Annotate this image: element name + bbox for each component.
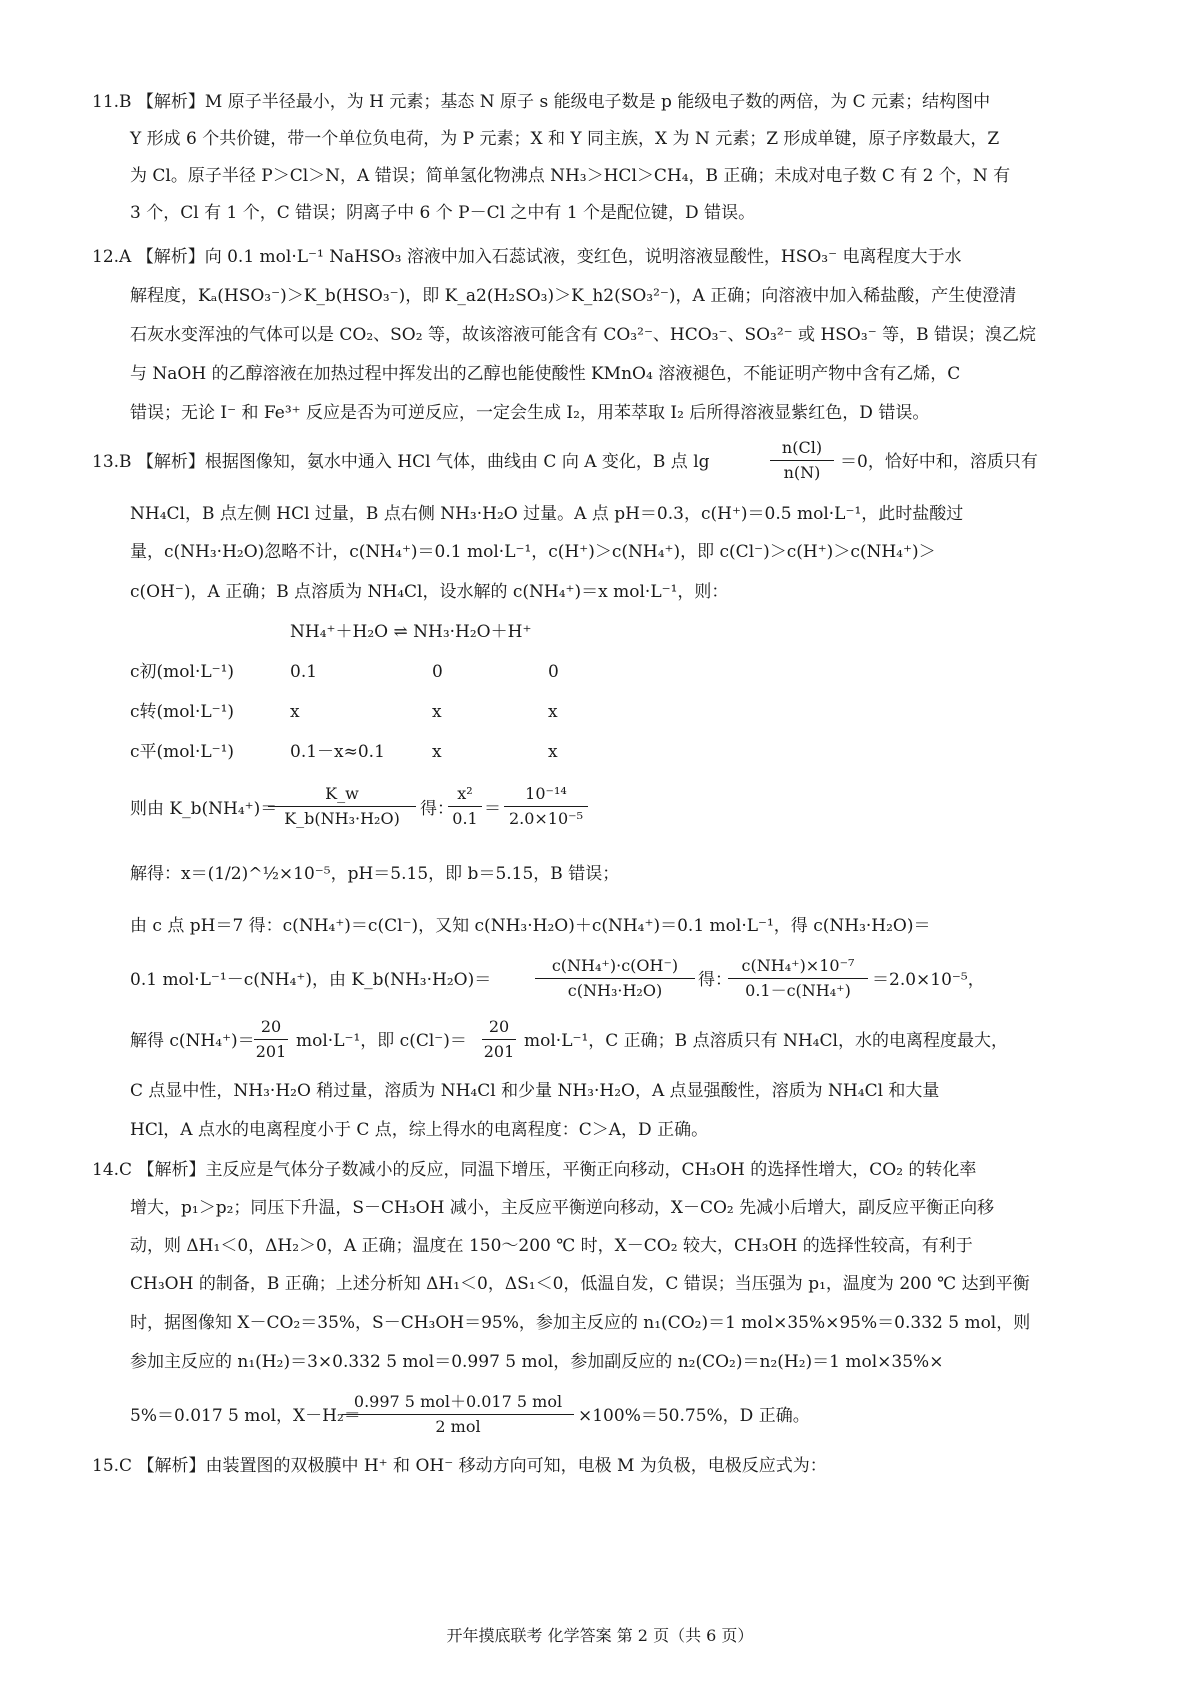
q13-fraction-x2 bbox=[448, 782, 482, 831]
fraction-numerator: K_w bbox=[268, 782, 416, 807]
q13-table-row-2-c2: x bbox=[432, 702, 442, 722]
q13-line-5a: 则由 K_b(NH₄⁺)＝ bbox=[130, 799, 278, 819]
q13-table-row-3-c3: x bbox=[548, 742, 558, 762]
q13-line-9c: mol·L⁻¹，C 正确；B 点溶质只有 NH₄Cl，水的电离程度最大， bbox=[524, 1031, 1008, 1051]
q13-fraction-kw bbox=[268, 782, 416, 831]
q13-line-6: 解得：x＝(1/2)^½×10⁻⁵，pH＝5.15，即 b＝5.15，B 错误； bbox=[130, 864, 620, 884]
q12-line-1: 12.A 【解析】向 0.1 mol·L⁻¹ NaHSO₃ 溶液中加入石蕊试液，变红色，说明溶液显酸性，HSO₃⁻ 电离程度大于水 bbox=[92, 247, 962, 267]
q13-table-row-3-label: c平(mol·L⁻¹) bbox=[130, 742, 235, 762]
q13-line-8a: 0.1 mol·L⁻¹－c(NH₄⁺)，由 K_b(NH₃·H₂O)＝ bbox=[130, 970, 492, 990]
fraction-denominator: 201 bbox=[483, 1042, 515, 1061]
q13-line-10: C 点显中性，NH₃·H₂O 稍过量，溶质为 NH₄Cl 和少量 NH₃·H₂O，A 点显强酸性，溶质为 NH₄Cl 和大量 bbox=[130, 1081, 940, 1101]
q13-line-5b: 得： bbox=[420, 799, 454, 819]
q11-line-3: 为 Cl。原子半径 P＞Cl＞N，A 错误；简单氢化物沸点 NH₃＞HCl＞CH₄，B 正确；未成对电子数 C 有 2 个，N 有 bbox=[130, 166, 1011, 186]
q13-line-9a: 解得 c(NH₄⁺)＝ bbox=[130, 1031, 255, 1051]
fraction-denominator: 0.1－c(NH₄⁺) bbox=[745, 981, 851, 1000]
q13-table-row-3-c2: x bbox=[432, 742, 442, 762]
q14-fraction-h2 bbox=[342, 1390, 574, 1439]
q13-table-row-2-c1: x bbox=[290, 702, 300, 722]
q11-line-1: 11.B 【解析】M 原子半径最小，为 H 元素；基态 N 原子 s 能级电子数是 p 能级电子数的两倍，为 C 元素；结构图中 bbox=[92, 92, 991, 112]
fraction-denominator: K_b(NH₃·H₂O) bbox=[284, 809, 400, 828]
fraction-numerator: 10⁻¹⁴ bbox=[504, 782, 588, 807]
q13-line-9b: mol·L⁻¹，即 c(Cl⁻)＝ bbox=[296, 1031, 467, 1051]
fraction-numerator: c(NH₄⁺)·c(OH⁻) bbox=[535, 954, 695, 979]
q13-fraction-20-201-a bbox=[254, 1015, 288, 1064]
q13-fraction-lg bbox=[770, 436, 834, 485]
q14-line-1: 14.C 【解析】主反应是气体分子数减小的反应，同温下增压，平衡正向移动，CH₃OH 的选择性增大，CO₂ 的转化率 bbox=[92, 1160, 977, 1180]
q12-line-3: 石灰水变浑浊的气体可以是 CO₂、SO₂ 等，故该溶液可能含有 CO₃²⁻、HCO₃⁻、SO₃²⁻ 或 HSO₃⁻ 等，B 错误；溴乙烷 bbox=[130, 325, 1036, 345]
q13-table-row-2-label: c转(mol·L⁻¹) bbox=[130, 702, 235, 722]
q13-line-1a: 13.B 【解析】根据图像知，氨水中通入 HCl 气体，曲线由 C 向 A 变化，B 点 lg bbox=[92, 452, 710, 472]
q14-line-2: 增大，p₁＞p₂；同压下升温，S－CH₃OH 减小，主反应平衡逆向移动，X－CO₂ 先减小后增大，副反应平衡正向移 bbox=[130, 1198, 995, 1218]
fraction-denominator: 2 mol bbox=[435, 1417, 481, 1436]
q13-table-row-1-c1: 0.1 bbox=[290, 662, 318, 682]
fraction-numerator: 20 bbox=[482, 1015, 516, 1040]
page-footer: 开年摸底联考 化学答案 第 2 页（共 6 页） bbox=[446, 1626, 754, 1645]
q13-line-8c: ＝2.0×10⁻⁵， bbox=[872, 970, 985, 990]
q13-table-row-2-c3: x bbox=[548, 702, 558, 722]
q13-line-8b: 得： bbox=[698, 970, 732, 990]
q13-fraction-20-201-b bbox=[482, 1015, 516, 1064]
q13-table-row-1-label: c初(mol·L⁻¹) bbox=[130, 662, 235, 682]
q13-table-row-1-c2: 0 bbox=[432, 662, 443, 682]
q14-line-7b: ×100%＝50.75%，D 正确。 bbox=[578, 1406, 810, 1426]
q14-line-6: 参加主反应的 n₁(H₂)＝3×0.332 5 mol＝0.997 5 mol，参加副反应的 n₂(CO₂)＝n₂(H₂)＝1 mol×35%× bbox=[130, 1352, 944, 1372]
q13-line-5c: ＝ bbox=[484, 799, 501, 819]
fraction-numerator: n(Cl) bbox=[770, 436, 834, 461]
q13-fraction-solve bbox=[728, 954, 868, 1003]
fraction-denominator: 201 bbox=[255, 1042, 287, 1061]
q14-line-4: CH₃OH 的制备，B 正确；上述分析知 ΔH₁＜0，ΔS₁＜0，低温自发，C 错误；当压强为 p₁，温度为 200 ℃ 达到平衡 bbox=[130, 1274, 1030, 1294]
q15-line-1: 15.C 【解析】由装置图的双极膜中 H⁺ 和 OH⁻ 移动方向可知，电极 M 为负极，电极反应式为： bbox=[92, 1456, 827, 1476]
fraction-denominator: 2.0×10⁻⁵ bbox=[508, 809, 584, 828]
fraction-numerator: 20 bbox=[254, 1015, 288, 1040]
q13-fraction-ratio bbox=[504, 782, 588, 831]
fraction-numerator: c(NH₄⁺)×10⁻⁷ bbox=[728, 954, 868, 979]
q11-line-2: Y 形成 6 个共价键，带一个单位负电荷，为 P 元素；X 和 Y 同主族，X 为 N 元素；Z 形成单键，原子序数最大，Z bbox=[130, 129, 1000, 149]
q13-line-2: NH₄Cl，B 点左侧 HCl 过量，B 点右侧 NH₃·H₂O 过量。A 点 pH＝0.3，c(H⁺)＝0.5 mol·L⁻¹，此时盐酸过 bbox=[130, 504, 964, 524]
q13-line-7: 由 c 点 pH＝7 得：c(NH₄⁺)＝c(Cl⁻)，又知 c(NH₃·H₂O)＋c(NH₄⁺)＝0.1 mol·L⁻¹，得 c(NH₃·H₂O)＝ bbox=[130, 916, 931, 936]
q14-line-5: 时，据图像知 X－CO₂＝35%，S－CH₃OH＝95%，参加主反应的 n₁(CO₂)＝1 mol×35%×95%＝0.332 5 mol，则 bbox=[130, 1313, 1031, 1333]
fraction-numerator: x² bbox=[448, 782, 482, 807]
q13-table-row-1-c3: 0 bbox=[548, 662, 559, 682]
q13-line-11: HCl，A 点水的电离程度小于 C 点，综上得水的电离程度：C＞A，D 正确。 bbox=[130, 1120, 709, 1140]
q14-line-7a: 5%＝0.017 5 mol，X－H₂＝ bbox=[130, 1406, 361, 1426]
q11-line-4: 3 个，Cl 有 1 个，C 错误；阴离子中 6 个 P－Cl 之中有 1 个是配位键，D 错误。 bbox=[130, 203, 756, 223]
q13-line-3: 量，c(NH₃·H₂O)忽略不计，c(NH₄⁺)＝0.1 mol·L⁻¹，c(H⁺)＞c(NH₄⁺)，即 c(Cl⁻)＞c(H⁺)＞c(NH₄⁺)＞ bbox=[130, 542, 936, 562]
q13-equilibrium-equation: NH₄⁺＋H₂O ⇌ NH₃·H₂O＋H⁺ bbox=[290, 622, 532, 642]
fraction-denominator: n(N) bbox=[783, 463, 821, 482]
q13-fraction-kb bbox=[535, 954, 695, 1003]
q13-line-1b: ＝0，恰好中和，溶质只有 bbox=[840, 452, 1038, 472]
q13-line-4: c(OH⁻)，A 正确；B 点溶质为 NH₄Cl，设水解的 c(NH₄⁺)＝x mol·L⁻¹，则： bbox=[130, 582, 729, 602]
q12-line-2: 解程度，Kₐ(HSO₃⁻)＞K_b(HSO₃⁻)，即 K_a2(H₂SO₃)＞K_h2(SO₃²⁻)，A 正确；向溶液中加入稀盐酸，产生使澄清 bbox=[130, 286, 1017, 306]
q14-line-3: 动，则 ΔH₁＜0，ΔH₂＞0，A 正确；温度在 150～200 ℃ 时，X－CO₂ 较大，CH₃OH 的选择性较高，有利于 bbox=[130, 1236, 973, 1256]
fraction-numerator: 0.997 5 mol＋0.017 5 mol bbox=[342, 1390, 574, 1415]
fraction-denominator: c(NH₃·H₂O) bbox=[567, 981, 663, 1000]
q13-table-row-3-c1: 0.1－x≈0.1 bbox=[290, 742, 385, 762]
q12-line-5: 错误；无论 I⁻ 和 Fe³⁺ 反应是否为可逆反应，一定会生成 I₂，用苯萃取 I₂ 后所得溶液显紫红色，D 错误。 bbox=[130, 403, 930, 423]
q12-line-4: 与 NaOH 的乙醇溶液在加热过程中挥发出的乙醇也能使酸性 KMnO₄ 溶液褪色，不能证明产物中含有乙烯，C bbox=[130, 364, 961, 384]
fraction-denominator: 0.1 bbox=[452, 809, 478, 828]
